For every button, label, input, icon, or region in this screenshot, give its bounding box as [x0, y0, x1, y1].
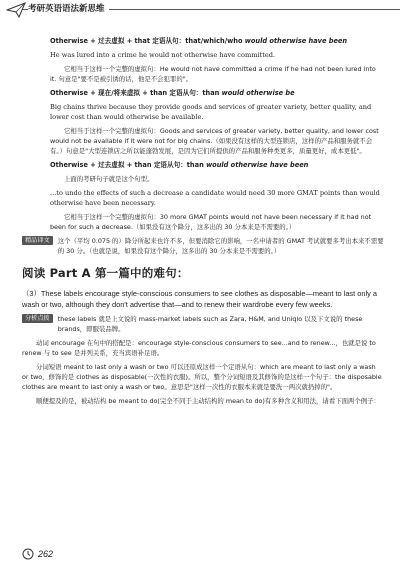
example-1: He was lured into a crime he would not otherwise have committed. — [50, 51, 276, 59]
formula-2: Otherwise + 现在/将来虚拟 + than 定语从句：than would otherwise be — [50, 89, 295, 97]
translation-tag: 精品译文 — [22, 236, 53, 245]
page-content — [22, 36, 384, 410]
page-header — [0, 0, 400, 22]
analysis-tag: 分析点拨 — [22, 314, 53, 323]
analysis-para-3: 分词短语 meant to last only a wash or two 可以还原成这样一个定语从句：which are meant to last only a wash or two，修饰的是 clothes as disposable(一次性的衣服)。所以，整个分词短语及其修饰的是这样一个句子：the disposable clothes are meant to last only a wash or two。意思是"这样一次性的衣服本来就是要洗一两次就扔掉的"。 — [22, 363, 382, 391]
analysis-para-1: these labels 就是上文说的 mass-market labels such as Zara, H&M, and Uniqlo 以及下文说的 these brands，即服装品牌。 — [57, 315, 363, 333]
analysis-block — [22, 314, 384, 334]
translation-3: 它相当于这样一个完整的虚拟句：30 more GMAT points would not have been necessary if it had not been for such a decrease.（如果没有这个降分，这多出的 30 分本来是不需要的。） — [50, 213, 372, 231]
translation-text: 这个（平均 0.075 的）降分所起来也许不多，但要消除它的影响，一名申请者的 GMAT 考试就要多考出本来不需要的 30 分。（也就是说，如果没有这个降分，这多出的 30 分本来是不需要的。） — [57, 237, 384, 255]
example-3: ...to undo the effects of such a decrease a candidate would need 30 more GMAT points than would otherwise have been necessary. — [50, 189, 380, 207]
difficult-sentence — [22, 288, 384, 310]
intro-3: 上面的考研句子就是这个句型。 — [64, 175, 154, 183]
sentence-number: （3） — [22, 289, 41, 298]
book-title: 考研英语语法新思维 — [28, 2, 109, 14]
formula-1: Otherwise + 过去虚拟 + that 定语从句：that/which/who would otherwise have been — [50, 37, 348, 45]
example-2: Big chains thrive because they provide goods and services of greater variety, better quality, and lower cost than would otherwise be available. — [50, 103, 372, 121]
clock-icon — [22, 548, 34, 560]
sentence-text: These labels encourage style-conscious consumers to see clothes as disposable—meant to last only a wash or two, although they don't advertise that—and to renew their wardrobe every few weeks. — [22, 289, 377, 309]
page-footer — [22, 548, 53, 560]
translation-block — [22, 236, 384, 256]
section-title: 阅读 Part A 第一篇中的难句： — [22, 266, 189, 280]
translation-2: 它相当于这样一个完整的虚拟句：Goods and services of greater variety, better quality, and lower cost would not be available if it were not for big chains.（如果没有这样的大型连锁店，这样的产品和服务就不会有。）句意是"大型连锁店之所以能蓬勃发展，是因为它们所提供的产品和服务种类更多，质量更好，成本更低"。 — [50, 127, 379, 155]
page-number: 262 — [38, 549, 54, 559]
paper-plane-icon — [6, 1, 26, 19]
analysis-para-4: 顺便提及的是，被动结构 be meant to do(完全不同于主动结构的 mean to do)有多种含义和用法，请看下面两个例子： — [36, 397, 380, 405]
formula-3: Otherwise + 过去虚拟 + than 定语从句：than would otherwise have been — [50, 161, 309, 169]
analysis-para-2: 动词 encourage 在句中的搭配是：encourage style-conscious consumers to see...and to renew...，也就是说 to renew 与 to see 是并列关系，充当宾语补足语。 — [22, 339, 376, 357]
translation-1: 它相当于这样一个完整的虚拟句：He would not have committed a crime if he had not been lured into it. 句意是"要不是被引诱的话，他是不会犯罪的"。 — [50, 65, 376, 83]
